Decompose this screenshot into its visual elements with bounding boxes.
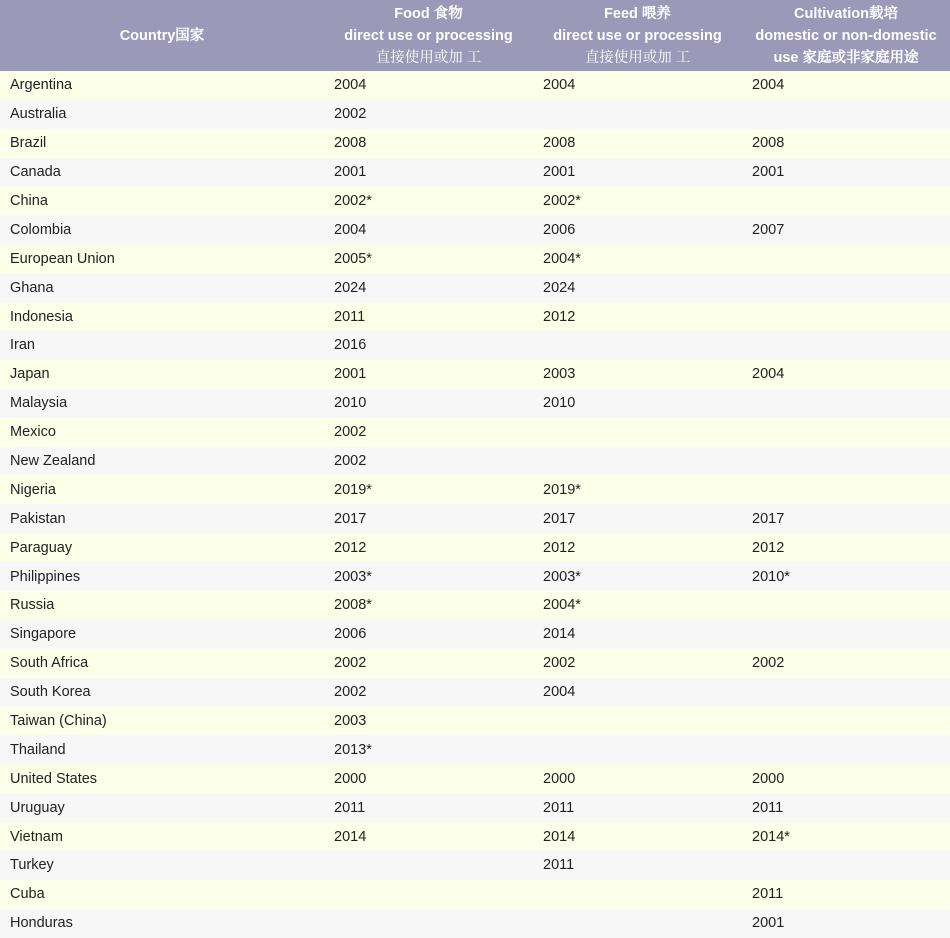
header-feed-title: Feed 喂养 <box>604 5 671 22</box>
food-cell: 2001 <box>324 158 533 187</box>
food-cell: 2005* <box>324 244 533 273</box>
country-cell: Malaysia <box>0 389 324 418</box>
cultivation-cell: 2011 <box>742 793 950 822</box>
food-cell: 2019* <box>324 475 533 504</box>
feed-cell: 2008 <box>533 129 742 158</box>
cultivation-cell <box>742 389 950 418</box>
cultivation-cell: 2001 <box>742 909 950 938</box>
cultivation-cell <box>742 331 950 360</box>
feed-cell: 2003* <box>533 562 742 591</box>
country-cell: New Zealand <box>0 447 324 476</box>
cultivation-cell <box>742 418 950 447</box>
feed-cell: 2017 <box>533 504 742 533</box>
cultivation-cell: 2007 <box>742 215 950 244</box>
feed-cell: 2014 <box>533 620 742 649</box>
header-row <box>0 0 950 71</box>
food-cell: 2004 <box>324 215 533 244</box>
cultivation-cell: 2002 <box>742 649 950 678</box>
cultivation-cell: 2012 <box>742 533 950 562</box>
feed-cell <box>533 735 742 764</box>
food-cell: 2008* <box>324 591 533 620</box>
country-cell: Canada <box>0 158 324 187</box>
feed-cell <box>533 418 742 447</box>
food-cell: 2002 <box>324 649 533 678</box>
food-cell <box>324 880 533 909</box>
country-cell: Turkey <box>0 851 324 880</box>
table-row <box>0 562 950 591</box>
cultivation-cell <box>742 302 950 331</box>
feed-cell: 2004* <box>533 591 742 620</box>
table-row <box>0 360 950 389</box>
feed-cell: 2024 <box>533 273 742 302</box>
country-cell: Cuba <box>0 880 324 909</box>
food-cell: 2003* <box>324 562 533 591</box>
table-row <box>0 447 950 476</box>
table-row <box>0 331 950 360</box>
cultivation-cell <box>742 273 950 302</box>
table-row <box>0 909 950 938</box>
country-cell: European Union <box>0 244 324 273</box>
country-cell: Honduras <box>0 909 324 938</box>
food-cell: 2002 <box>324 418 533 447</box>
country-cell: Argentina <box>0 71 324 100</box>
feed-cell: 2011 <box>533 793 742 822</box>
cultivation-cell <box>742 851 950 880</box>
header-food-subtitle-cn: 直接使用或加 工 <box>375 49 482 66</box>
feed-cell: 2012 <box>533 533 742 562</box>
header-cultivation-title: Cultivation载培 <box>794 5 898 22</box>
food-cell <box>324 909 533 938</box>
table-row <box>0 678 950 707</box>
food-cell: 2002 <box>324 678 533 707</box>
header-cultivation <box>742 0 950 71</box>
table-row <box>0 100 950 129</box>
feed-cell <box>533 447 742 476</box>
feed-cell <box>533 100 742 129</box>
header-food <box>324 0 533 71</box>
table-row <box>0 71 950 100</box>
cultivation-cell: 2001 <box>742 158 950 187</box>
feed-cell: 2019* <box>533 475 742 504</box>
table-body <box>0 71 950 938</box>
country-cell: Nigeria <box>0 475 324 504</box>
country-cell: Uruguay <box>0 793 324 822</box>
country-cell: Brazil <box>0 129 324 158</box>
food-cell: 2011 <box>324 302 533 331</box>
food-cell: 2002 <box>324 100 533 129</box>
cultivation-cell <box>742 707 950 736</box>
feed-cell: 2000 <box>533 764 742 793</box>
cultivation-cell <box>742 735 950 764</box>
header-cultivation-subtitle-cn: use 家庭或非家庭用途 <box>773 49 919 66</box>
feed-cell: 2004 <box>533 71 742 100</box>
feed-cell: 2011 <box>533 851 742 880</box>
country-cell: South Africa <box>0 649 324 678</box>
country-cell: Philippines <box>0 562 324 591</box>
food-cell: 2013* <box>324 735 533 764</box>
header-food-title: Food 食物 <box>394 5 463 22</box>
table-row <box>0 389 950 418</box>
cultivation-cell <box>742 187 950 216</box>
feed-cell <box>533 331 742 360</box>
food-cell: 2000 <box>324 764 533 793</box>
table-row <box>0 129 950 158</box>
cultivation-cell <box>742 475 950 504</box>
cultivation-cell <box>742 244 950 273</box>
feed-cell: 2006 <box>533 215 742 244</box>
food-cell: 2012 <box>324 533 533 562</box>
country-cell: South Korea <box>0 678 324 707</box>
food-cell: 2017 <box>324 504 533 533</box>
feed-cell: 2010 <box>533 389 742 418</box>
table-row <box>0 215 950 244</box>
table-row <box>0 244 950 273</box>
food-cell: 2010 <box>324 389 533 418</box>
feed-cell: 2004 <box>533 678 742 707</box>
country-cell: China <box>0 187 324 216</box>
food-cell: 2024 <box>324 273 533 302</box>
country-cell: Russia <box>0 591 324 620</box>
feed-cell: 2014 <box>533 822 742 851</box>
feed-cell <box>533 707 742 736</box>
country-cell: Australia <box>0 100 324 129</box>
country-cell: Paraguay <box>0 533 324 562</box>
cultivation-cell: 2004 <box>742 360 950 389</box>
feed-cell: 2001 <box>533 158 742 187</box>
table-row <box>0 187 950 216</box>
cultivation-cell: 2014* <box>742 822 950 851</box>
cultivation-cell <box>742 678 950 707</box>
table-row <box>0 158 950 187</box>
food-cell: 2014 <box>324 822 533 851</box>
country-cell: Vietnam <box>0 822 324 851</box>
country-cell: United States <box>0 764 324 793</box>
cultivation-cell <box>742 620 950 649</box>
feed-cell: 2002 <box>533 649 742 678</box>
feed-cell: 2012 <box>533 302 742 331</box>
country-cell: Japan <box>0 360 324 389</box>
country-cell: Iran <box>0 331 324 360</box>
cultivation-cell: 2011 <box>742 880 950 909</box>
food-cell: 2002 <box>324 447 533 476</box>
table-row <box>0 822 950 851</box>
table-row <box>0 591 950 620</box>
country-cell: Singapore <box>0 620 324 649</box>
cultivation-cell <box>742 100 950 129</box>
table-row <box>0 475 950 504</box>
country-cell: Thailand <box>0 735 324 764</box>
table-row <box>0 533 950 562</box>
food-cell: 2001 <box>324 360 533 389</box>
cultivation-cell <box>742 447 950 476</box>
country-cell: Pakistan <box>0 504 324 533</box>
food-cell: 2006 <box>324 620 533 649</box>
food-cell: 2016 <box>324 331 533 360</box>
table-row <box>0 418 950 447</box>
cultivation-cell: 2004 <box>742 71 950 100</box>
food-cell: 2008 <box>324 129 533 158</box>
table-row <box>0 793 950 822</box>
food-cell: 2002* <box>324 187 533 216</box>
country-cell: Indonesia <box>0 302 324 331</box>
country-cell: Taiwan (China) <box>0 707 324 736</box>
feed-cell: 2004* <box>533 244 742 273</box>
country-cell: Colombia <box>0 215 324 244</box>
header-country-label: Country国家 <box>119 27 205 44</box>
table-row <box>0 273 950 302</box>
table-row <box>0 735 950 764</box>
cultivation-cell: 2017 <box>742 504 950 533</box>
country-cell: Ghana <box>0 273 324 302</box>
header-country <box>0 0 324 71</box>
country-cell: Mexico <box>0 418 324 447</box>
table-row <box>0 620 950 649</box>
food-cell: 2011 <box>324 793 533 822</box>
header-feed <box>533 0 742 71</box>
feed-cell: 2003 <box>533 360 742 389</box>
header-food-subtitle: direct use or processing <box>344 27 513 44</box>
food-cell: 2003 <box>324 707 533 736</box>
header-cultivation-subtitle: domestic or non-domestic <box>755 27 937 44</box>
table-row <box>0 504 950 533</box>
table-row <box>0 764 950 793</box>
food-cell <box>324 851 533 880</box>
feed-cell <box>533 909 742 938</box>
header-feed-subtitle: direct use or processing <box>553 27 722 44</box>
cultivation-cell: 2008 <box>742 129 950 158</box>
cultivation-cell <box>742 591 950 620</box>
feed-cell: 2002* <box>533 187 742 216</box>
table-row <box>0 880 950 909</box>
header-feed-subtitle-cn: 直接使用或加 工 <box>584 49 691 66</box>
feed-cell <box>533 880 742 909</box>
cultivation-cell: 2000 <box>742 764 950 793</box>
food-cell: 2004 <box>324 71 533 100</box>
cultivation-cell: 2010* <box>742 562 950 591</box>
table-row <box>0 302 950 331</box>
table-row <box>0 707 950 736</box>
table-row <box>0 649 950 678</box>
table-row <box>0 851 950 880</box>
